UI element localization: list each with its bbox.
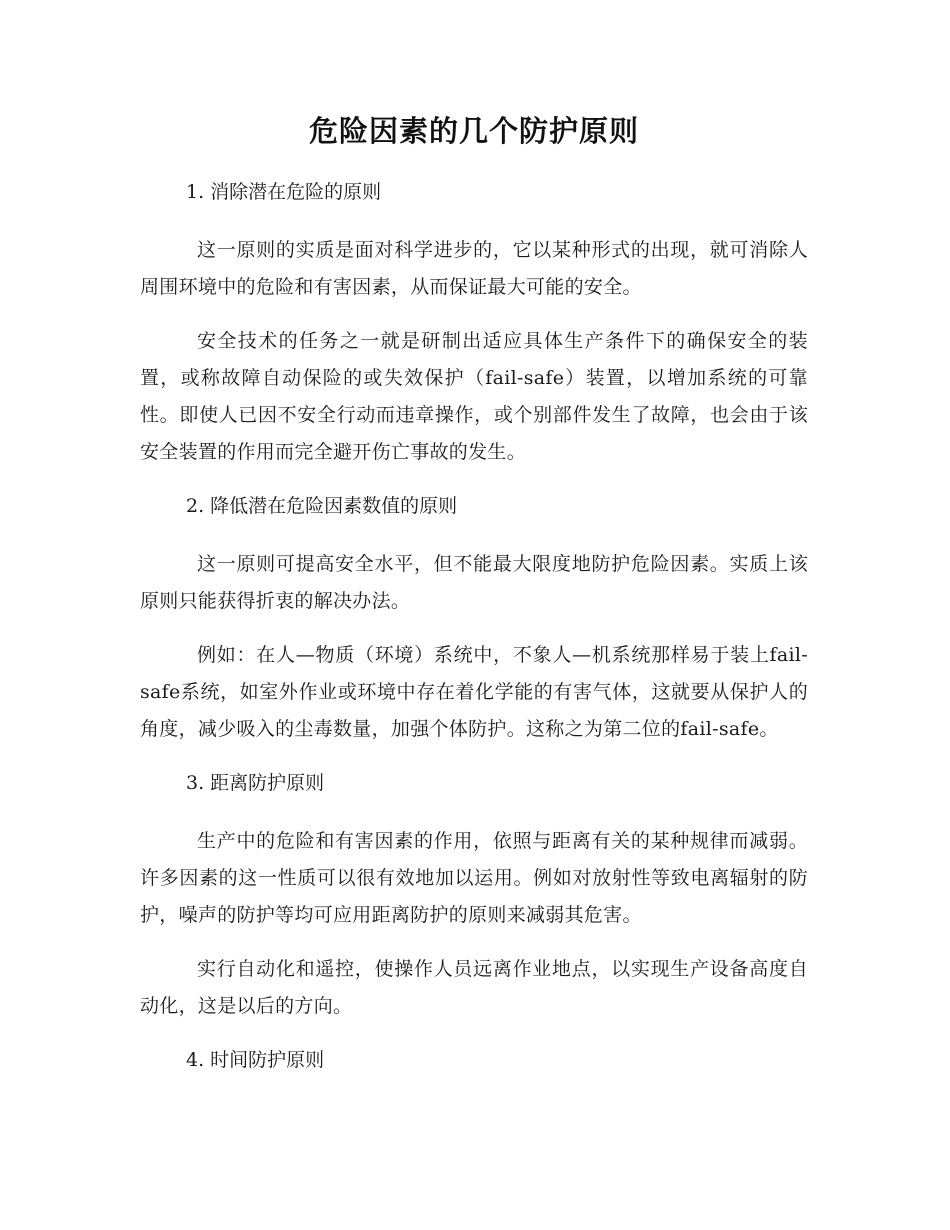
paragraph: 这一原则的实质是面对科学进步的，它以某种形式的出现，就可消除人周围环境中的危险和有害因素，从而保证最大可能的安全。	[140, 239, 808, 298]
paragraph: 生产中的危险和有害因素的作用，依照与距离有关的某种规律而减弱。许多因素的这一性质可以很有效地加以运用。例如对放射性等致电离辐射的防护，噪声的防护等均可应用距离防护的原则来减弱其危害。	[140, 830, 808, 926]
section-heading: 4. 时间防护原则	[186, 1049, 325, 1071]
section-2	[140, 488, 808, 748]
section-1	[140, 174, 808, 471]
section-4	[140, 1042, 808, 1078]
section-heading: 1. 消除潜在危险的原则	[186, 181, 382, 203]
document-title: 危险因素的几个防护原则	[308, 114, 639, 148]
paragraph: 安全技术的任务之一就是研制出适应具体生产条件下的确保安全的装置，或称故障自动保险的或失效保护（fail-safe）装置，以增加系统的可靠性。即使人已因不安全行动而违章操作，或个别部件发生了故障，也会由于该安全装置的作用而完全避开伤亡事故的发生。	[140, 330, 808, 463]
section-3	[140, 765, 808, 1025]
paragraph: 实行自动化和遥控，使操作人员远离作业地点，以实现生产设备高度自动化，这是以后的方向。	[140, 958, 808, 1017]
document-page	[140, 108, 808, 1100]
section-heading: 3. 距离防护原则	[186, 772, 325, 794]
section-heading: 2. 降低潜在危险因素数值的原则	[186, 495, 458, 517]
paragraph: 这一原则可提高安全水平，但不能最大限度地防护危险因素。实质上该原则只能获得折衷的解决办法。	[140, 553, 808, 612]
paragraph: 例如：在人—物质（环境）系统中，不象人—机系统那样易于装上fail-safe系统，如室外作业或环境中存在着化学能的有害气体，这就要从保护人的角度，减少吸入的尘毒数量，加强个体防护。这称之为第二位的fail-safe。	[140, 644, 808, 740]
